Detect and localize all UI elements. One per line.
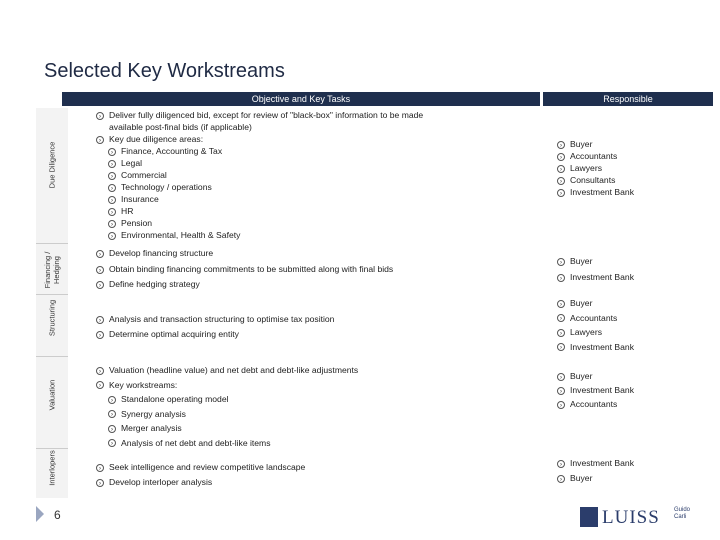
task-item	[108, 394, 229, 405]
task-text: Environmental, Health & Safety	[121, 230, 241, 240]
bullet-icon	[108, 196, 116, 204]
task-item	[108, 194, 159, 205]
responsible-text: Consultants	[570, 175, 616, 185]
bullet-icon	[96, 381, 104, 389]
responsible-text: Buyer	[570, 473, 593, 483]
responsible-item	[557, 187, 634, 198]
responsible-text: Investment Bank	[570, 458, 635, 468]
bullet-icon	[557, 314, 565, 322]
task-item	[96, 329, 239, 340]
bullet-icon	[96, 136, 104, 144]
task-item	[96, 462, 305, 473]
task-text: Pension	[121, 218, 153, 228]
bullet-icon	[557, 401, 565, 409]
responsible-text: Buyer	[570, 371, 593, 381]
bullet-icon	[557, 177, 565, 185]
task-item	[96, 134, 203, 145]
bullet-icon	[96, 464, 104, 472]
bullet-icon	[108, 396, 116, 404]
task-text: Develop financing structure	[109, 248, 214, 258]
responsible-item	[557, 385, 634, 396]
bullet-icon	[96, 331, 104, 339]
bullet-icon	[108, 172, 116, 180]
responsible-item	[557, 313, 617, 324]
task-text: Develop interloper analysis	[109, 477, 213, 487]
bullet-icon	[108, 184, 116, 192]
responsible-item	[557, 272, 634, 283]
task-text: Technology / operations	[121, 182, 212, 192]
bullet-icon	[96, 367, 104, 375]
task-item	[108, 206, 133, 217]
task-item	[96, 110, 423, 121]
task-item	[109, 122, 252, 133]
bullet-icon	[108, 208, 116, 216]
task-item	[108, 423, 182, 434]
task-item	[96, 314, 334, 325]
bullet-icon	[557, 165, 565, 173]
responsible-item	[557, 399, 617, 410]
task-item	[108, 218, 152, 229]
task-text: Standalone operating model	[121, 394, 229, 404]
bullet-icon	[96, 112, 104, 120]
section-label: Due Diligence	[47, 141, 57, 189]
section-divider	[36, 356, 68, 357]
bullet-icon	[557, 329, 565, 337]
responsible-item	[557, 458, 634, 469]
page-title: Selected Key Workstreams	[44, 60, 285, 82]
bullet-icon	[108, 425, 116, 433]
responsible-text: Lawyers	[570, 163, 602, 173]
bullet-icon	[557, 373, 565, 381]
responsible-text: Accountants	[570, 312, 618, 323]
task-text: HR	[121, 206, 134, 216]
task-text: Determine optimal acquiring entity	[109, 329, 239, 339]
responsible-text: Investment Bank	[570, 272, 635, 282]
bullet-icon	[557, 258, 565, 266]
responsible-text: Investment Bank	[570, 341, 635, 352]
task-item	[96, 380, 177, 391]
bullet-icon	[557, 475, 565, 483]
responsible-text: Accountants	[570, 399, 618, 409]
task-item	[108, 182, 212, 193]
responsible-text: Investment Bank	[570, 385, 635, 395]
luiss-logo	[580, 505, 690, 529]
task-item	[96, 365, 358, 376]
task-text: Analysis of net debt and debt-like items	[121, 437, 271, 448]
logo-sub1: Guido	[674, 507, 691, 513]
bullet-icon	[108, 148, 116, 156]
task-item	[96, 279, 200, 290]
task-item	[96, 264, 393, 275]
bullet-icon	[108, 232, 116, 240]
section-divider	[36, 448, 68, 449]
section-label: Interlopers	[47, 450, 57, 486]
logo-sub2: Carli	[674, 514, 687, 520]
responsible-item	[557, 342, 634, 353]
task-text: available post-final bids (if applicable)	[109, 122, 252, 132]
task-text: Legal	[121, 158, 143, 168]
task-item	[108, 409, 186, 420]
task-text: Key workstreams:	[109, 379, 178, 390]
responsible-text: Lawyers	[570, 327, 602, 337]
task-text: Finance, Accounting & Tax	[121, 146, 223, 156]
bullet-icon	[557, 300, 565, 308]
responsible-item	[557, 371, 592, 382]
bullet-icon	[96, 250, 104, 258]
task-text: Define hedging strategy	[109, 279, 200, 289]
task-text: Seek intelligence and review competitive landscape	[109, 462, 306, 472]
task-item	[108, 438, 271, 449]
bullet-icon	[557, 189, 565, 197]
bullet-icon	[108, 220, 116, 228]
page-number: 6	[54, 508, 61, 522]
bullet-icon	[96, 316, 104, 324]
bullet-icon	[96, 266, 104, 274]
page-marker-icon	[36, 506, 44, 522]
task-text: Analysis and transaction structuring to optimise tax position	[109, 314, 335, 324]
responsible-text: Buyer	[570, 139, 593, 149]
responsible-item	[557, 473, 592, 484]
task-item	[108, 170, 167, 181]
responsible-item	[557, 175, 615, 186]
bullet-icon	[96, 479, 104, 487]
bullet-icon	[108, 160, 116, 168]
responsible-item	[557, 139, 592, 150]
responsible-text: Accountants	[570, 151, 618, 161]
responsible-item	[557, 163, 602, 174]
task-text: Deliver fully diligenced bid, except for review of "black-box" information to be made	[109, 110, 424, 120]
bullet-icon	[557, 153, 565, 161]
bullet-icon	[557, 141, 565, 149]
bullet-icon	[557, 387, 565, 395]
task-item	[108, 158, 142, 169]
task-text: Key due diligence areas:	[109, 134, 204, 144]
task-text: Commercial	[121, 170, 167, 180]
responsible-item	[557, 298, 592, 309]
task-text: Valuation (headline value) and net debt and debt-like adjustments	[109, 365, 359, 375]
task-text: Merger analysis	[121, 423, 182, 433]
logo-subtext	[674, 507, 690, 521]
responsible-text: Investment Bank	[570, 187, 635, 197]
responsible-text: Buyer	[570, 298, 593, 308]
section-divider	[36, 243, 68, 244]
task-text: Synergy analysis	[121, 408, 186, 419]
section-label: Financing / Hedging	[43, 251, 61, 289]
section-label: Structuring	[47, 299, 57, 337]
task-item	[108, 146, 222, 157]
bullet-icon	[108, 410, 116, 418]
section-divider	[36, 294, 68, 295]
responsible-item	[557, 151, 617, 162]
objective-header: Objective and Key Tasks	[62, 92, 540, 106]
task-item	[96, 248, 213, 259]
logo-text: LUISS	[602, 507, 660, 528]
task-text: Obtain binding financing commitments to be submitted along with final bids	[109, 264, 394, 274]
task-item	[108, 230, 240, 241]
bullet-icon	[557, 343, 565, 351]
responsible-item	[557, 327, 602, 338]
bullet-icon	[96, 281, 104, 289]
section-label: Valuation	[47, 379, 57, 411]
responsible-header: Responsible	[543, 92, 713, 106]
responsible-text: Buyer	[570, 256, 593, 266]
responsible-item	[557, 256, 592, 267]
bullet-icon	[108, 439, 116, 447]
task-text: Insurance	[121, 194, 159, 204]
task-item	[96, 477, 212, 488]
bullet-icon	[557, 274, 565, 282]
logo-mark-icon	[580, 507, 598, 527]
bullet-icon	[557, 460, 565, 468]
